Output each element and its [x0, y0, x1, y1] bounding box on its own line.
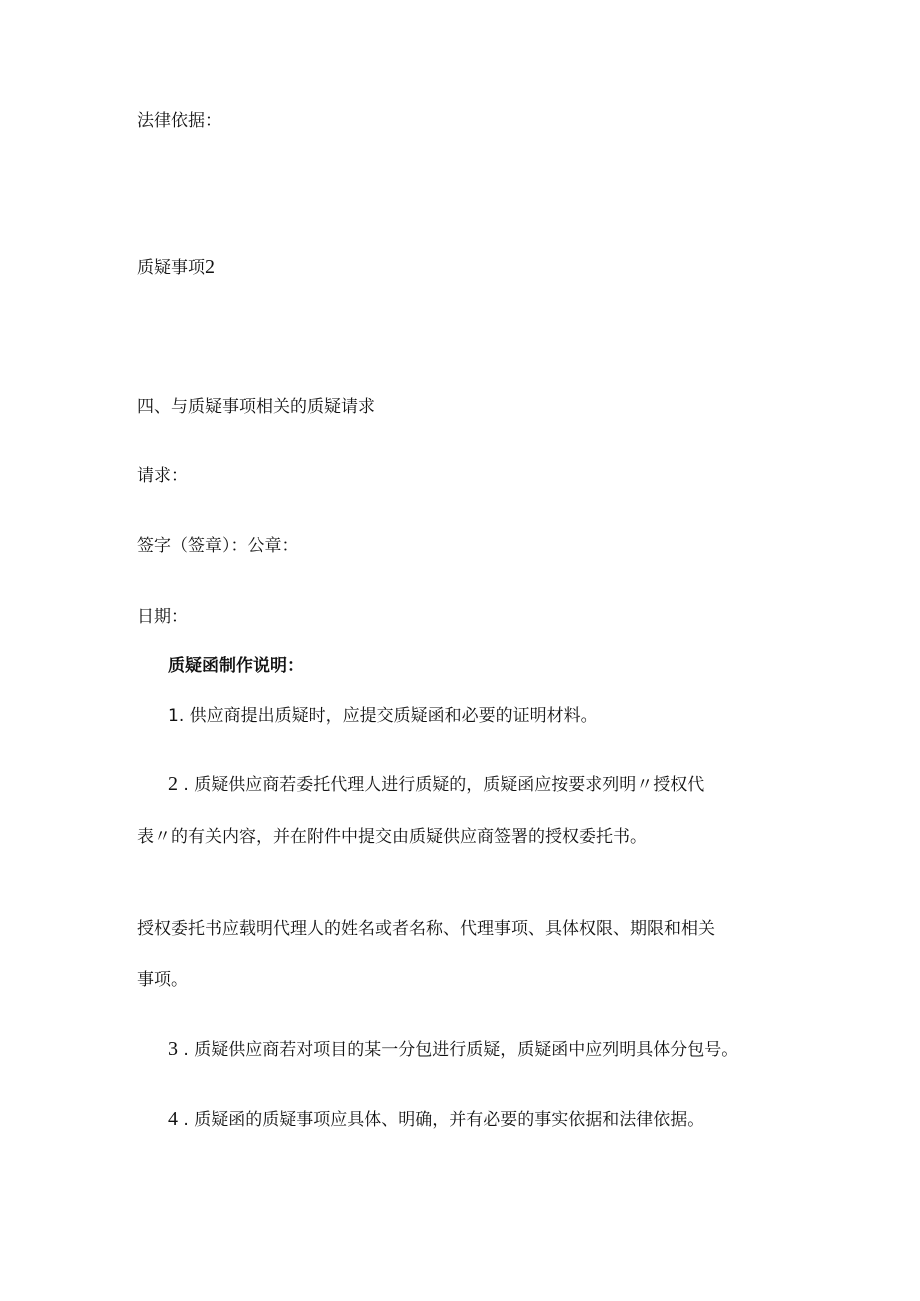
item-4-text: . 质疑函的质疑事项应具体、明确，并有必要的事实依据和法律依据。: [178, 1110, 705, 1130]
signature-label: 签字（签章）：公章：: [137, 536, 299, 556]
item-3-text: . 质疑供应商若对项目的某一分包进行质疑，质疑函中应列明具体分包号。: [178, 1040, 739, 1060]
instructions-title: 质疑函制作说明：: [168, 656, 304, 676]
instruction-item-4: [168, 1108, 704, 1131]
instruction-item-3: [168, 1038, 738, 1061]
item-2-number: 2: [168, 773, 178, 795]
matter-2-number: 2: [205, 256, 215, 278]
section-4-heading: 四、与质疑事项相关的质疑请求: [137, 397, 375, 417]
instruction-item-1: 1. 供应商提出质疑时，应提交质疑函和必要的证明材料。: [168, 706, 598, 726]
date-label: 日期：: [137, 607, 188, 627]
request-label: 请求：: [137, 466, 188, 486]
instruction-item-2-continued: 表〃的有关内容，并在附件中提交由质疑供应商签署的授权委托书。: [137, 827, 647, 847]
item-3-number: 3: [168, 1038, 178, 1060]
instruction-item-2: [168, 773, 704, 796]
legal-basis-label: 法律依据：: [137, 111, 222, 131]
item-2-text: . 质疑供应商若委托代理人进行质疑的，质疑函应按要求列明〃授权代: [178, 775, 705, 795]
authorization-line-2: 事项。: [137, 970, 188, 990]
item-4-number: 4: [168, 1108, 178, 1130]
matter-2-heading: [137, 256, 215, 279]
matter-2-text: 质疑事项: [137, 258, 205, 278]
authorization-line-1: 授权委托书应载明代理人的姓名或者名称、代理事项、具体权限、期限和相关: [137, 919, 715, 939]
